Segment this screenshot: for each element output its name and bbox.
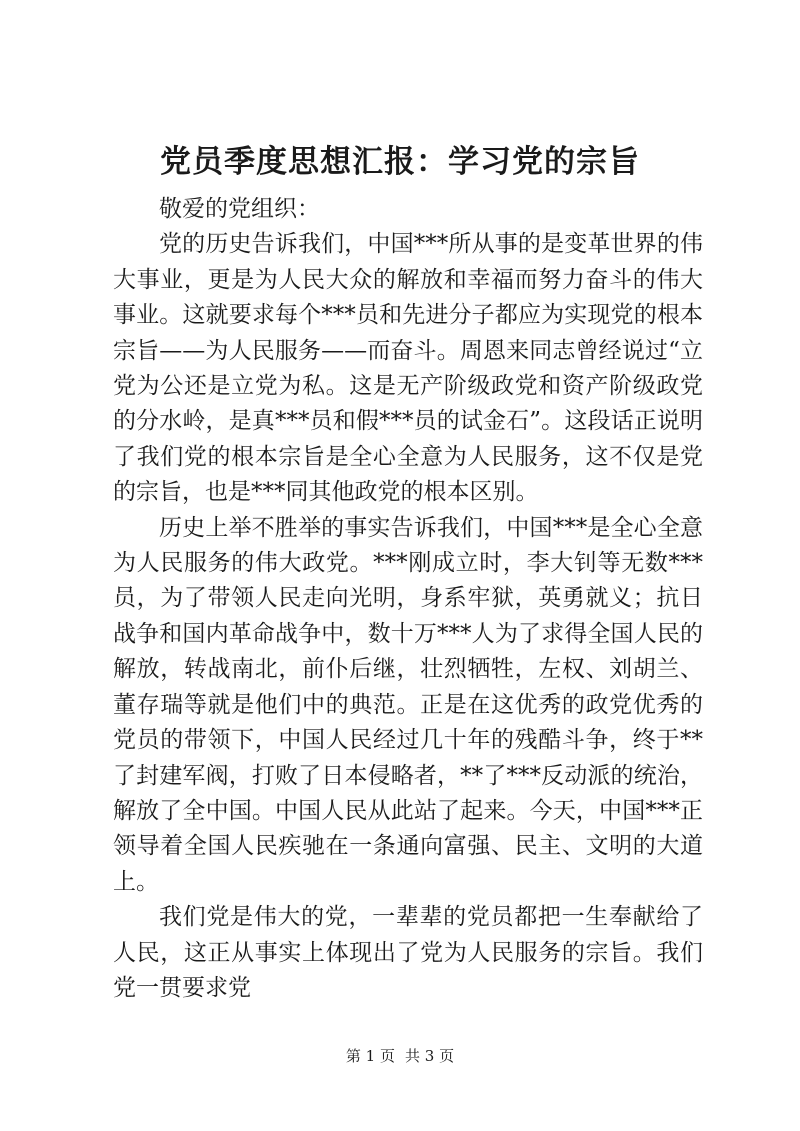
paragraph-2: 历史上举不胜举的事实告诉我们，中国***是全心全意为人民服务的伟大政党。***刚成立时，李大钊等无数***员，为了带领人民走向光明，身系牢狱，英勇就义；抗日战争和国内革命战争中，数十万***人为了求得全国人民的解放，转战南北，前仆后继，壮烈牺牲，左权、刘胡兰、董存瑞等就是他们中的典范。正是在这优秀的政党优秀的党员的带领下，中国人民经过几十年的残酷斗争，终于**了封建军阀，打败了日本侵略者，**了***反动派的统治，解放了全中国。中国人民从此站了起来。今天，中国***正领导着全国人民疾驰在一条通向富强、民主、文明的大道上。: [113, 514, 703, 895]
paragraph-3: 我们党是伟大的党，一辈辈的党员都把一生奉献给了人民，这正从事实上体现出了党为人民服务的宗旨。我们党一贯要求党: [113, 904, 703, 1001]
document-title: 党员季度思想汇报：学习党的宗旨: [160, 144, 640, 180]
page-total: 共 3 页: [405, 1047, 455, 1065]
document-body: [113, 192, 703, 1006]
page-number: 第 1 页: [345, 1047, 395, 1065]
paragraph-1: 党的历史告诉我们，中国***所从事的是变革世界的伟大事业，更是为人民大众的解放和幸福而努力奋斗的伟大事业。这就要求每个***员和先进分子都应为实现党的根本宗旨——为人民服务——而奋斗。周恩来同志曾经说过“立党为公还是立党为私。这是无产阶级政党和资产阶级政党的分水岭，是真***员和假***员的试金石”。这段话正说明了我们党的根本宗旨是全心全意为人民服务，这不仅是党的宗旨，也是***同其他政党的根本区别。: [113, 231, 703, 506]
page-footer: [0, 1046, 800, 1066]
salutation: 敬爱的党组织：: [159, 196, 320, 222]
